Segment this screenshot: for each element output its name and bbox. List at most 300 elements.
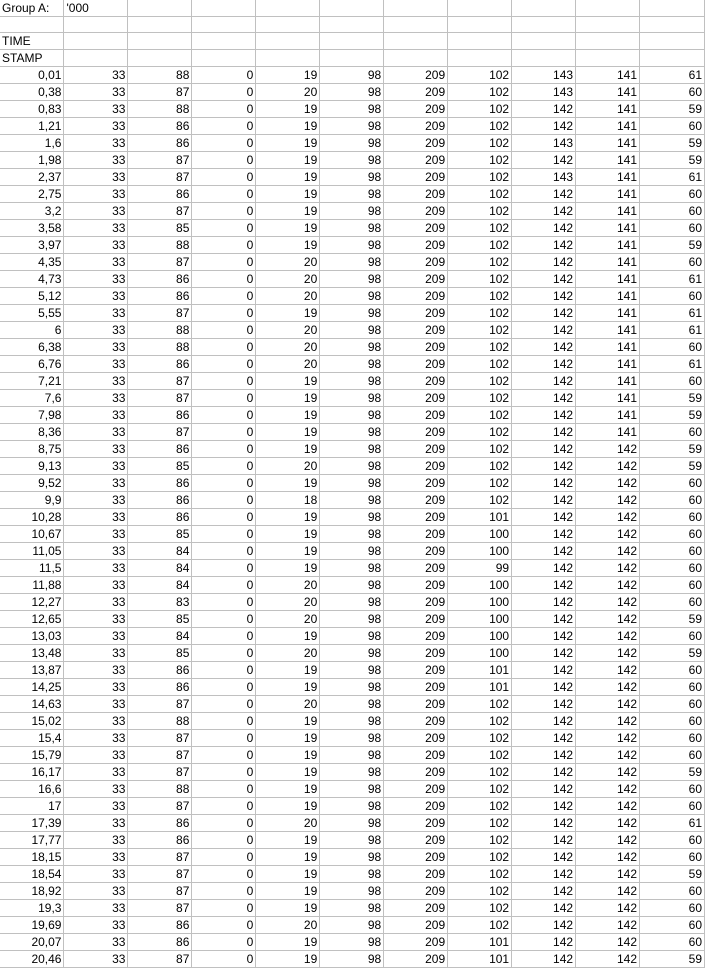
value-cell[interactable]: 0 xyxy=(192,390,256,407)
value-cell[interactable]: 19 xyxy=(256,543,320,560)
value-cell[interactable]: 60 xyxy=(640,254,705,271)
value-cell[interactable]: 142 xyxy=(512,628,576,645)
cell[interactable] xyxy=(512,0,576,17)
value-cell[interactable]: 33 xyxy=(64,951,128,968)
time-label-cell[interactable]: TIME xyxy=(0,33,64,50)
cell[interactable] xyxy=(448,0,512,17)
value-cell[interactable]: 142 xyxy=(512,696,576,713)
cell[interactable] xyxy=(448,17,512,33)
timestamp-cell[interactable]: 0,01 xyxy=(0,67,64,84)
value-cell[interactable]: 142 xyxy=(576,645,640,662)
value-cell[interactable]: 0 xyxy=(192,220,256,237)
value-cell[interactable]: 141 xyxy=(576,254,640,271)
value-cell[interactable]: 100 xyxy=(448,628,512,645)
timestamp-cell[interactable]: 19,69 xyxy=(0,917,64,934)
value-cell[interactable]: 33 xyxy=(64,764,128,781)
value-cell[interactable]: 0 xyxy=(192,135,256,152)
value-cell[interactable]: 142 xyxy=(512,458,576,475)
value-cell[interactable]: 33 xyxy=(64,458,128,475)
value-cell[interactable]: 87 xyxy=(128,390,192,407)
value-cell[interactable]: 98 xyxy=(320,662,384,679)
value-cell[interactable]: 88 xyxy=(128,339,192,356)
value-cell[interactable]: 142 xyxy=(512,339,576,356)
value-cell[interactable]: 0 xyxy=(192,951,256,968)
value-cell[interactable]: 142 xyxy=(512,254,576,271)
value-cell[interactable]: 142 xyxy=(512,101,576,118)
cell[interactable] xyxy=(384,50,448,67)
timestamp-cell[interactable]: 12,27 xyxy=(0,594,64,611)
value-cell[interactable]: 98 xyxy=(320,628,384,645)
value-cell[interactable]: 98 xyxy=(320,101,384,118)
value-cell[interactable]: 61 xyxy=(640,356,705,373)
value-cell[interactable]: 142 xyxy=(576,781,640,798)
value-cell[interactable]: 98 xyxy=(320,407,384,424)
value-cell[interactable]: 102 xyxy=(448,407,512,424)
value-cell[interactable]: 209 xyxy=(384,407,448,424)
cell[interactable] xyxy=(320,17,384,33)
value-cell[interactable]: 86 xyxy=(128,662,192,679)
value-cell[interactable]: 0 xyxy=(192,696,256,713)
value-cell[interactable]: 102 xyxy=(448,730,512,747)
value-cell[interactable]: 98 xyxy=(320,424,384,441)
value-cell[interactable]: 102 xyxy=(448,815,512,832)
value-cell[interactable]: 0 xyxy=(192,356,256,373)
value-cell[interactable]: 142 xyxy=(576,951,640,968)
value-cell[interactable]: 98 xyxy=(320,832,384,849)
value-cell[interactable]: 209 xyxy=(384,271,448,288)
value-cell[interactable]: 101 xyxy=(448,951,512,968)
value-cell[interactable]: 0 xyxy=(192,611,256,628)
value-cell[interactable]: 33 xyxy=(64,237,128,254)
value-cell[interactable]: 20 xyxy=(256,84,320,101)
value-cell[interactable]: 142 xyxy=(576,900,640,917)
value-cell[interactable]: 0 xyxy=(192,339,256,356)
value-cell[interactable]: 60 xyxy=(640,526,705,543)
value-cell[interactable]: 209 xyxy=(384,951,448,968)
value-cell[interactable]: 20 xyxy=(256,322,320,339)
value-cell[interactable]: 33 xyxy=(64,509,128,526)
value-cell[interactable]: 98 xyxy=(320,866,384,883)
value-cell[interactable]: 102 xyxy=(448,220,512,237)
timestamp-cell[interactable]: 9,9 xyxy=(0,492,64,509)
value-cell[interactable]: 209 xyxy=(384,390,448,407)
value-cell[interactable]: 33 xyxy=(64,407,128,424)
value-cell[interactable]: 0 xyxy=(192,373,256,390)
value-cell[interactable]: 19 xyxy=(256,152,320,169)
value-cell[interactable]: 60 xyxy=(640,424,705,441)
value-cell[interactable]: 84 xyxy=(128,560,192,577)
value-cell[interactable]: 142 xyxy=(512,849,576,866)
value-cell[interactable]: 33 xyxy=(64,815,128,832)
value-cell[interactable]: 86 xyxy=(128,288,192,305)
value-cell[interactable]: 19 xyxy=(256,900,320,917)
value-cell[interactable]: 86 xyxy=(128,509,192,526)
timestamp-cell[interactable]: 5,12 xyxy=(0,288,64,305)
cell[interactable] xyxy=(192,33,256,50)
value-cell[interactable]: 60 xyxy=(640,118,705,135)
value-cell[interactable]: 209 xyxy=(384,713,448,730)
value-cell[interactable]: 101 xyxy=(448,934,512,951)
group-value-cell[interactable]: '000 xyxy=(64,0,128,17)
value-cell[interactable]: 19 xyxy=(256,781,320,798)
value-cell[interactable]: 142 xyxy=(512,832,576,849)
value-cell[interactable]: 85 xyxy=(128,458,192,475)
value-cell[interactable]: 19 xyxy=(256,135,320,152)
value-cell[interactable]: 61 xyxy=(640,67,705,84)
value-cell[interactable]: 59 xyxy=(640,135,705,152)
value-cell[interactable]: 209 xyxy=(384,730,448,747)
value-cell[interactable]: 85 xyxy=(128,645,192,662)
timestamp-cell[interactable]: 12,65 xyxy=(0,611,64,628)
value-cell[interactable]: 142 xyxy=(576,662,640,679)
value-cell[interactable]: 98 xyxy=(320,169,384,186)
cell[interactable] xyxy=(320,50,384,67)
cell[interactable] xyxy=(192,50,256,67)
value-cell[interactable]: 88 xyxy=(128,67,192,84)
value-cell[interactable]: 19 xyxy=(256,220,320,237)
value-cell[interactable]: 60 xyxy=(640,594,705,611)
value-cell[interactable]: 142 xyxy=(512,475,576,492)
value-cell[interactable]: 209 xyxy=(384,322,448,339)
value-cell[interactable]: 60 xyxy=(640,747,705,764)
value-cell[interactable]: 141 xyxy=(576,322,640,339)
cell[interactable] xyxy=(64,17,128,33)
value-cell[interactable]: 33 xyxy=(64,560,128,577)
cell[interactable] xyxy=(0,17,64,33)
value-cell[interactable]: 33 xyxy=(64,645,128,662)
value-cell[interactable]: 142 xyxy=(576,543,640,560)
value-cell[interactable]: 0 xyxy=(192,628,256,645)
value-cell[interactable]: 102 xyxy=(448,288,512,305)
value-cell[interactable]: 60 xyxy=(640,186,705,203)
cell[interactable] xyxy=(192,0,256,17)
value-cell[interactable]: 142 xyxy=(512,713,576,730)
value-cell[interactable]: 87 xyxy=(128,764,192,781)
value-cell[interactable]: 87 xyxy=(128,883,192,900)
value-cell[interactable]: 142 xyxy=(512,594,576,611)
value-cell[interactable]: 33 xyxy=(64,696,128,713)
timestamp-cell[interactable]: 8,75 xyxy=(0,441,64,458)
value-cell[interactable]: 98 xyxy=(320,917,384,934)
value-cell[interactable]: 33 xyxy=(64,186,128,203)
cell[interactable] xyxy=(384,0,448,17)
timestamp-cell[interactable]: 18,92 xyxy=(0,883,64,900)
value-cell[interactable]: 102 xyxy=(448,186,512,203)
value-cell[interactable]: 0 xyxy=(192,917,256,934)
value-cell[interactable]: 19 xyxy=(256,934,320,951)
value-cell[interactable]: 209 xyxy=(384,917,448,934)
value-cell[interactable]: 102 xyxy=(448,101,512,118)
timestamp-cell[interactable]: 5,55 xyxy=(0,305,64,322)
value-cell[interactable]: 209 xyxy=(384,492,448,509)
value-cell[interactable]: 102 xyxy=(448,781,512,798)
value-cell[interactable]: 33 xyxy=(64,849,128,866)
value-cell[interactable]: 33 xyxy=(64,628,128,645)
value-cell[interactable]: 142 xyxy=(576,866,640,883)
value-cell[interactable]: 142 xyxy=(576,798,640,815)
value-cell[interactable]: 98 xyxy=(320,560,384,577)
cell[interactable] xyxy=(576,0,640,17)
value-cell[interactable]: 142 xyxy=(512,798,576,815)
value-cell[interactable]: 33 xyxy=(64,492,128,509)
value-cell[interactable]: 0 xyxy=(192,492,256,509)
value-cell[interactable]: 209 xyxy=(384,67,448,84)
value-cell[interactable]: 142 xyxy=(576,611,640,628)
value-cell[interactable]: 0 xyxy=(192,543,256,560)
value-cell[interactable]: 209 xyxy=(384,543,448,560)
cell[interactable] xyxy=(256,0,320,17)
value-cell[interactable]: 60 xyxy=(640,492,705,509)
value-cell[interactable]: 102 xyxy=(448,322,512,339)
value-cell[interactable]: 142 xyxy=(512,679,576,696)
value-cell[interactable]: 19 xyxy=(256,407,320,424)
value-cell[interactable]: 33 xyxy=(64,339,128,356)
value-cell[interactable]: 0 xyxy=(192,509,256,526)
value-cell[interactable]: 142 xyxy=(512,373,576,390)
value-cell[interactable]: 33 xyxy=(64,101,128,118)
value-cell[interactable]: 60 xyxy=(640,730,705,747)
value-cell[interactable]: 142 xyxy=(512,424,576,441)
value-cell[interactable]: 20 xyxy=(256,696,320,713)
value-cell[interactable]: 102 xyxy=(448,849,512,866)
value-cell[interactable]: 33 xyxy=(64,594,128,611)
value-cell[interactable]: 209 xyxy=(384,883,448,900)
value-cell[interactable]: 142 xyxy=(576,730,640,747)
value-cell[interactable]: 142 xyxy=(576,509,640,526)
timestamp-cell[interactable]: 17 xyxy=(0,798,64,815)
value-cell[interactable]: 98 xyxy=(320,696,384,713)
value-cell[interactable]: 0 xyxy=(192,662,256,679)
value-cell[interactable]: 209 xyxy=(384,169,448,186)
value-cell[interactable]: 0 xyxy=(192,781,256,798)
value-cell[interactable]: 88 xyxy=(128,781,192,798)
value-cell[interactable]: 98 xyxy=(320,305,384,322)
value-cell[interactable]: 142 xyxy=(512,407,576,424)
value-cell[interactable]: 142 xyxy=(512,186,576,203)
value-cell[interactable]: 102 xyxy=(448,390,512,407)
value-cell[interactable]: 102 xyxy=(448,458,512,475)
value-cell[interactable]: 60 xyxy=(640,577,705,594)
value-cell[interactable]: 209 xyxy=(384,900,448,917)
timestamp-cell[interactable]: 16,6 xyxy=(0,781,64,798)
value-cell[interactable]: 142 xyxy=(576,679,640,696)
value-cell[interactable]: 20 xyxy=(256,645,320,662)
value-cell[interactable]: 102 xyxy=(448,424,512,441)
value-cell[interactable]: 19 xyxy=(256,424,320,441)
timestamp-cell[interactable]: 11,05 xyxy=(0,543,64,560)
value-cell[interactable]: 88 xyxy=(128,237,192,254)
value-cell[interactable]: 19 xyxy=(256,475,320,492)
value-cell[interactable]: 98 xyxy=(320,339,384,356)
value-cell[interactable]: 142 xyxy=(512,917,576,934)
value-cell[interactable]: 209 xyxy=(384,186,448,203)
value-cell[interactable]: 0 xyxy=(192,645,256,662)
value-cell[interactable]: 19 xyxy=(256,679,320,696)
value-cell[interactable]: 99 xyxy=(448,560,512,577)
value-cell[interactable]: 87 xyxy=(128,747,192,764)
value-cell[interactable]: 87 xyxy=(128,152,192,169)
timestamp-cell[interactable]: 4,73 xyxy=(0,271,64,288)
value-cell[interactable]: 209 xyxy=(384,152,448,169)
value-cell[interactable]: 98 xyxy=(320,152,384,169)
value-cell[interactable]: 60 xyxy=(640,696,705,713)
value-cell[interactable]: 209 xyxy=(384,764,448,781)
value-cell[interactable]: 98 xyxy=(320,900,384,917)
value-cell[interactable]: 102 xyxy=(448,441,512,458)
timestamp-cell[interactable]: 9,52 xyxy=(0,475,64,492)
value-cell[interactable]: 20 xyxy=(256,594,320,611)
value-cell[interactable]: 141 xyxy=(576,305,640,322)
value-cell[interactable]: 143 xyxy=(512,135,576,152)
value-cell[interactable]: 0 xyxy=(192,203,256,220)
value-cell[interactable]: 98 xyxy=(320,254,384,271)
value-cell[interactable]: 87 xyxy=(128,849,192,866)
value-cell[interactable]: 86 xyxy=(128,186,192,203)
value-cell[interactable]: 60 xyxy=(640,220,705,237)
value-cell[interactable]: 142 xyxy=(512,611,576,628)
value-cell[interactable]: 19 xyxy=(256,713,320,730)
value-cell[interactable]: 0 xyxy=(192,237,256,254)
value-cell[interactable]: 0 xyxy=(192,747,256,764)
value-cell[interactable]: 88 xyxy=(128,101,192,118)
value-cell[interactable]: 209 xyxy=(384,475,448,492)
value-cell[interactable]: 98 xyxy=(320,764,384,781)
value-cell[interactable]: 98 xyxy=(320,441,384,458)
value-cell[interactable]: 100 xyxy=(448,577,512,594)
value-cell[interactable]: 98 xyxy=(320,475,384,492)
value-cell[interactable]: 19 xyxy=(256,628,320,645)
value-cell[interactable]: 33 xyxy=(64,900,128,917)
value-cell[interactable]: 142 xyxy=(512,560,576,577)
cell[interactable] xyxy=(640,50,705,67)
value-cell[interactable]: 209 xyxy=(384,747,448,764)
value-cell[interactable]: 0 xyxy=(192,900,256,917)
timestamp-cell[interactable]: 7,6 xyxy=(0,390,64,407)
cell[interactable] xyxy=(512,33,576,50)
value-cell[interactable]: 87 xyxy=(128,305,192,322)
timestamp-cell[interactable]: 7,21 xyxy=(0,373,64,390)
value-cell[interactable]: 0 xyxy=(192,475,256,492)
value-cell[interactable]: 209 xyxy=(384,135,448,152)
value-cell[interactable]: 101 xyxy=(448,679,512,696)
timestamp-cell[interactable]: 15,79 xyxy=(0,747,64,764)
value-cell[interactable]: 142 xyxy=(576,577,640,594)
value-cell[interactable]: 209 xyxy=(384,815,448,832)
value-cell[interactable]: 142 xyxy=(576,747,640,764)
value-cell[interactable]: 19 xyxy=(256,101,320,118)
value-cell[interactable]: 0 xyxy=(192,322,256,339)
value-cell[interactable]: 33 xyxy=(64,220,128,237)
timestamp-cell[interactable]: 3,97 xyxy=(0,237,64,254)
value-cell[interactable]: 33 xyxy=(64,424,128,441)
cell[interactable] xyxy=(320,33,384,50)
value-cell[interactable]: 142 xyxy=(512,815,576,832)
value-cell[interactable]: 98 xyxy=(320,237,384,254)
timestamp-cell[interactable]: 6,38 xyxy=(0,339,64,356)
value-cell[interactable]: 0 xyxy=(192,832,256,849)
value-cell[interactable]: 0 xyxy=(192,594,256,611)
value-cell[interactable]: 141 xyxy=(576,101,640,118)
value-cell[interactable]: 102 xyxy=(448,356,512,373)
value-cell[interactable]: 142 xyxy=(576,934,640,951)
value-cell[interactable]: 33 xyxy=(64,288,128,305)
value-cell[interactable]: 98 xyxy=(320,543,384,560)
value-cell[interactable]: 33 xyxy=(64,67,128,84)
value-cell[interactable]: 102 xyxy=(448,475,512,492)
timestamp-cell[interactable]: 14,25 xyxy=(0,679,64,696)
value-cell[interactable]: 33 xyxy=(64,169,128,186)
value-cell[interactable]: 20 xyxy=(256,339,320,356)
value-cell[interactable]: 0 xyxy=(192,577,256,594)
value-cell[interactable]: 0 xyxy=(192,730,256,747)
value-cell[interactable]: 141 xyxy=(576,390,640,407)
value-cell[interactable]: 19 xyxy=(256,798,320,815)
value-cell[interactable]: 60 xyxy=(640,917,705,934)
timestamp-cell[interactable]: 13,87 xyxy=(0,662,64,679)
cell[interactable] xyxy=(128,33,192,50)
value-cell[interactable]: 98 xyxy=(320,186,384,203)
value-cell[interactable]: 33 xyxy=(64,305,128,322)
value-cell[interactable]: 98 xyxy=(320,509,384,526)
timestamp-cell[interactable]: 10,67 xyxy=(0,526,64,543)
value-cell[interactable]: 98 xyxy=(320,373,384,390)
value-cell[interactable]: 98 xyxy=(320,645,384,662)
value-cell[interactable]: 141 xyxy=(576,169,640,186)
value-cell[interactable]: 60 xyxy=(640,849,705,866)
timestamp-cell[interactable]: 10,28 xyxy=(0,509,64,526)
value-cell[interactable]: 0 xyxy=(192,67,256,84)
value-cell[interactable]: 60 xyxy=(640,373,705,390)
value-cell[interactable]: 142 xyxy=(512,356,576,373)
value-cell[interactable]: 0 xyxy=(192,254,256,271)
value-cell[interactable]: 141 xyxy=(576,339,640,356)
value-cell[interactable]: 142 xyxy=(576,560,640,577)
value-cell[interactable]: 19 xyxy=(256,764,320,781)
value-cell[interactable]: 102 xyxy=(448,900,512,917)
cell[interactable] xyxy=(448,50,512,67)
value-cell[interactable]: 98 xyxy=(320,594,384,611)
value-cell[interactable]: 60 xyxy=(640,560,705,577)
value-cell[interactable]: 59 xyxy=(640,101,705,118)
value-cell[interactable]: 18 xyxy=(256,492,320,509)
value-cell[interactable]: 102 xyxy=(448,917,512,934)
value-cell[interactable]: 100 xyxy=(448,543,512,560)
value-cell[interactable]: 0 xyxy=(192,849,256,866)
value-cell[interactable]: 142 xyxy=(512,866,576,883)
value-cell[interactable]: 87 xyxy=(128,84,192,101)
value-cell[interactable]: 209 xyxy=(384,781,448,798)
value-cell[interactable]: 142 xyxy=(512,271,576,288)
value-cell[interactable]: 19 xyxy=(256,441,320,458)
timestamp-cell[interactable]: 6 xyxy=(0,322,64,339)
value-cell[interactable]: 98 xyxy=(320,951,384,968)
value-cell[interactable]: 141 xyxy=(576,84,640,101)
value-cell[interactable]: 141 xyxy=(576,356,640,373)
value-cell[interactable]: 59 xyxy=(640,764,705,781)
value-cell[interactable]: 86 xyxy=(128,934,192,951)
value-cell[interactable]: 142 xyxy=(576,832,640,849)
cell[interactable] xyxy=(320,0,384,17)
value-cell[interactable]: 0 xyxy=(192,798,256,815)
value-cell[interactable]: 142 xyxy=(512,951,576,968)
value-cell[interactable]: 87 xyxy=(128,169,192,186)
value-cell[interactable]: 209 xyxy=(384,934,448,951)
timestamp-cell[interactable]: 14,63 xyxy=(0,696,64,713)
value-cell[interactable]: 141 xyxy=(576,288,640,305)
cell[interactable] xyxy=(256,50,320,67)
value-cell[interactable]: 141 xyxy=(576,237,640,254)
value-cell[interactable]: 142 xyxy=(512,543,576,560)
